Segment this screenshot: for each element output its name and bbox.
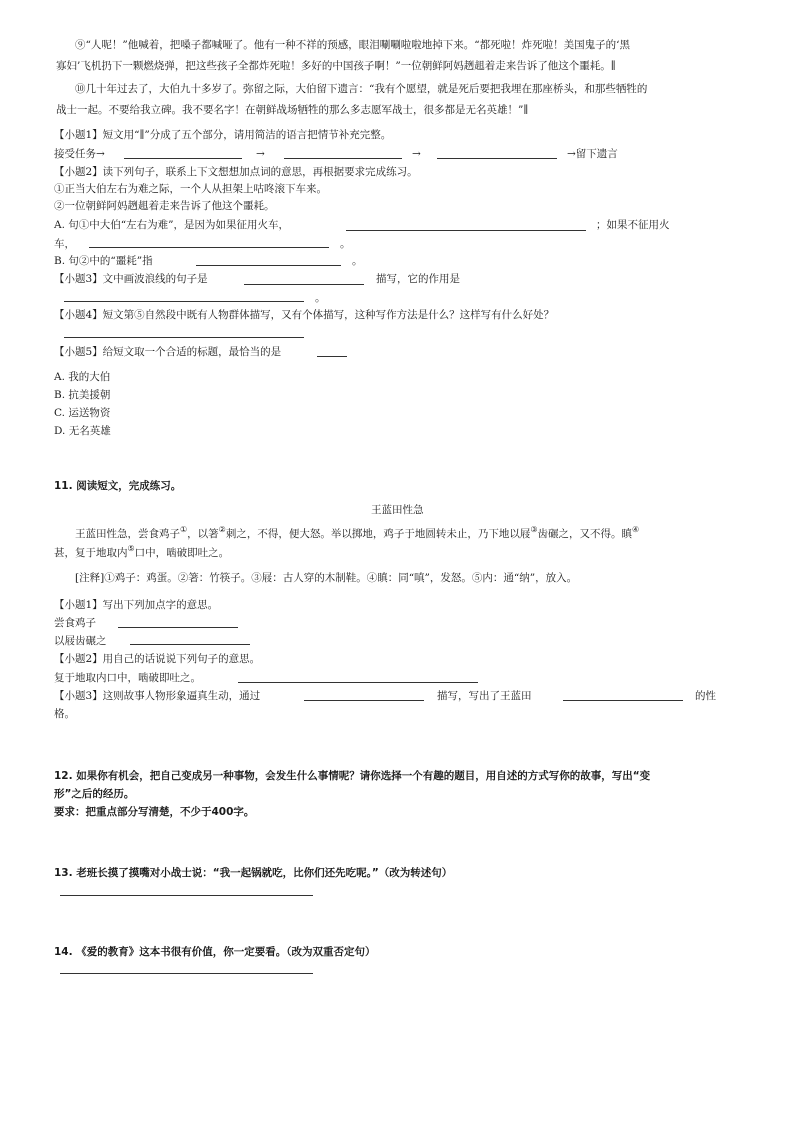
q10-b-part: B. 句②中的“噩耗”指 — [54, 255, 153, 267]
q13-answer-blank[interactable] — [60, 895, 313, 896]
q12-line1: 12. 如果你有机会，把自己变成另一种事物，会发生什么事情呢？请你选择一个有趣的题目，用自述的方式写你的故事，写出“变 — [54, 770, 651, 782]
q12-line2: 形”之后的经历。 — [54, 788, 135, 800]
q10-a-blank-2[interactable] — [89, 247, 329, 248]
flow-end: →留下遗言 — [567, 148, 618, 160]
passage-p10-line1: ⑩几十年过去了，大伯九十多岁了。弥留之际，大伯留下遗言：“我有个愿望，就是死后要把我埋在那座桥头，和那些牺牲的 — [75, 83, 648, 95]
flow-blank-3[interactable] — [437, 158, 557, 159]
q11-line1: 王蓝田性急，尝食鸡子①，以箸②刺之，不得，便大怒。举以掷地，鸡子于地圆转未止，乃下地以屐③齿碾之，又不得。瞋④ — [75, 525, 640, 540]
q10-a-period: 。 — [340, 238, 351, 250]
q10-sub5: 【小题5】给短文取一个合适的标题，最恰当的是 — [54, 346, 282, 358]
q10-a-part3: 车， — [54, 238, 75, 250]
flow-arrow-1: → — [256, 148, 265, 160]
q11-sub3-a: 【小题3】这则故事人物形象逼真生动，通过 — [54, 690, 261, 702]
q10-sub4-blank[interactable] — [64, 337, 304, 338]
q10-sub3-b: 描写，它的作用是 — [376, 273, 460, 285]
option-b[interactable]: B. 抗美援朝 — [54, 389, 111, 401]
q13-text: 13. 老班长摸了摸嘴对小战士说：“我一起锅就吃，比你们还先吃呢。”（改为转述句） — [54, 867, 453, 879]
q11-sub3-blank-2[interactable] — [563, 700, 683, 701]
q11-note: [注释]①鸡子：鸡蛋。②箸：竹筷子。③屐：古人穿的木制鞋。④瞋：同“嗔”，发怒。⑤内：通“纳”，放入。 — [75, 572, 578, 584]
flow-blank-2[interactable] — [284, 158, 402, 159]
q12-line3: 要求：把重点部分写清楚，不少于400字。 — [54, 806, 255, 818]
q11-sentence: 复于地取内口中，啮破即吐之。 — [54, 672, 201, 684]
q11-sub3-c: 的性 — [695, 690, 716, 702]
passage-p9-line1: ⑨“人呢！”他喊着，把嗓子都喊哑了。他有一种不祥的预感，眼泪唰唰啦啦地掉下来。“都死啦！炸死啦！美国鬼子的‘黑 — [75, 39, 630, 51]
passage-p10-line2: 战士一起。不要给我立碑。我不要名字！在朝鲜战场牺牲的那么多志愿军战士，很多都是无名英雄！”∥ — [56, 104, 529, 116]
flow-blank-1[interactable] — [124, 158, 242, 159]
q11-line2: 甚，复于地取内⑤口中，啮破即吐之。 — [54, 544, 230, 559]
q10-a-part2: ；如果不征用火 — [596, 219, 670, 231]
passage-p9-line2: 寡妇’飞机扔下一颗燃烧弹，把这些孩子全都炸死啦！多好的中国孩子啊！”一位朝鲜阿妈趔趄着走来告诉了他这个噩耗。∥ — [56, 60, 616, 72]
q11-sub3-blank-1[interactable] — [304, 700, 424, 701]
q10-sub3-a: 【小题3】文中画波浪线的句子是 — [54, 273, 208, 285]
q10-sub1: 【小题1】短文用“∥”分成了五个部分，请用简洁的语言把情节补充完整。 — [54, 129, 392, 141]
q11-word-2: 以屐齿碾之 — [54, 635, 107, 647]
option-d[interactable]: D. 无名英雄 — [54, 425, 111, 437]
q10-a-part1: A. 句①中大伯“左右为难”，是因为如果征用火车， — [54, 219, 289, 231]
flow-arrow-2: → — [412, 148, 421, 160]
flow-start: 接受任务→ — [54, 148, 105, 160]
q11-sub3-d: 格。 — [54, 708, 75, 720]
q11-sub2: 【小题2】用自己的话说说下列句子的意思。 — [54, 653, 261, 665]
q10-a-blank-1[interactable] — [346, 230, 586, 231]
q11-word-1-blank[interactable] — [118, 627, 238, 628]
sentence-1: ①正当大伯左右为难之际，一个人从担架上咕咚滚下车来。 — [54, 183, 327, 195]
q11-word-2-blank[interactable] — [130, 644, 250, 645]
q11-sub1: 【小题1】写出下列加点字的意思。 — [54, 599, 219, 611]
q11-title: 王蓝田性急 — [371, 504, 424, 516]
q11-heading: 11. 阅读短文，完成练习。 — [54, 480, 182, 492]
sentence-2: ②一位朝鲜阿妈趔趄着走来告诉了他这个噩耗。 — [54, 200, 275, 212]
q14-answer-blank[interactable] — [60, 973, 313, 974]
q14-text: 14. 《爱的教育》这本书很有价值，你一定要看。（改为双重否定句） — [54, 946, 376, 958]
q10-sub3-blank-2[interactable] — [64, 301, 304, 302]
q11-word-1: 尝食鸡子 — [54, 617, 96, 629]
q10-b-blank[interactable] — [196, 265, 341, 266]
q10-sub3-period: 。 — [315, 292, 326, 304]
q10-sub4: 【小题4】短文第⑤自然段中既有人物群体描写，又有个体描写，这种写作方法是什么？这样写有什么好处？ — [54, 309, 555, 321]
q11-sub3-b: 描写，写出了王蓝田 — [437, 690, 532, 702]
q10-sub2: 【小题2】读下列句子，联系上下文想想加点词的意思，再根据要求完成练习。 — [54, 166, 418, 178]
q11-sentence-blank[interactable] — [238, 682, 478, 683]
option-c[interactable]: C. 运送物资 — [54, 407, 111, 419]
option-a[interactable]: A. 我的大伯 — [54, 371, 111, 383]
q10-b-period: 。 — [352, 255, 363, 267]
q10-sub5-blank[interactable] — [317, 356, 347, 357]
q10-sub3-blank-1[interactable] — [244, 284, 364, 285]
